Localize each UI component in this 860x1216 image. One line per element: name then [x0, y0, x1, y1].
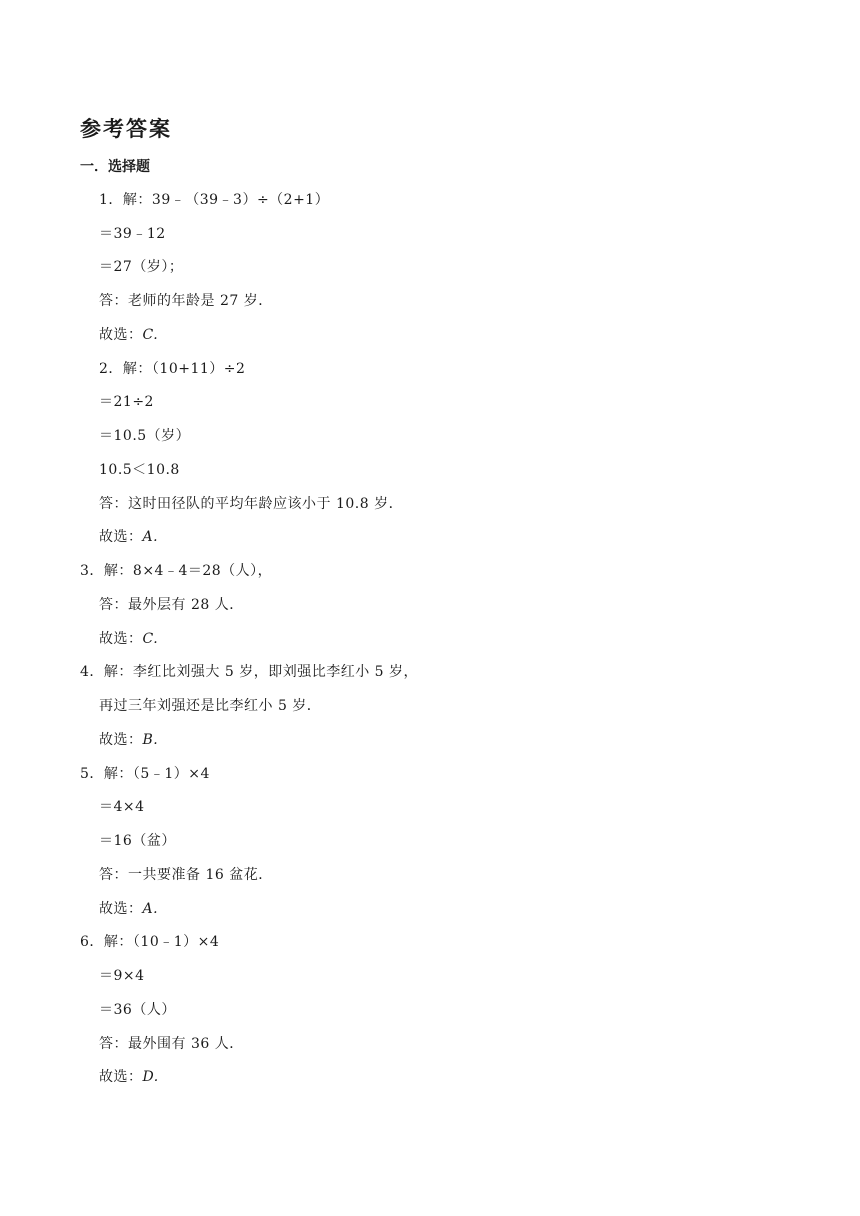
choice-prefix: 故选： [99, 732, 143, 748]
answer-line: 6．解：（10﹣1）×4 [80, 934, 220, 950]
choice-period: . [153, 732, 159, 748]
answer-line: 答：老师的年龄是 27 岁． [99, 293, 273, 309]
choice-prefix: 故选： [99, 901, 143, 917]
answer-line: 4．解：李红比刘强大 5 岁，即刘强比李红小 5 岁， [80, 664, 419, 680]
choice-line [99, 527, 158, 547]
choice-letter: A [142, 901, 154, 917]
answer-line: ＝39﹣12 [99, 226, 166, 242]
choice-line [99, 325, 158, 345]
answer-line: 再过三年刘强还是比李红小 5 岁． [99, 698, 322, 714]
answer-line: 1．解：39﹣（39﹣3）÷（2+1） [99, 192, 330, 208]
choice-prefix: 故选： [99, 631, 143, 647]
choice-letter: C [142, 327, 154, 343]
choice-letter: A [142, 529, 154, 545]
answer-line: ＝9×4 [99, 968, 145, 984]
choice-letter: B [142, 732, 154, 748]
answer-line: 5．解：（5﹣1）×4 [80, 766, 210, 782]
choice-line [99, 730, 158, 750]
answer-line: ＝4×4 [99, 799, 145, 815]
choice-period: . [153, 529, 159, 545]
choice-period: . [153, 901, 159, 917]
answer-line: 3．解：8×4﹣4＝28（人）， [80, 563, 273, 579]
choice-period: . [153, 1069, 159, 1085]
page-title: 参考答案 [80, 117, 172, 141]
choice-prefix: 故选： [99, 1069, 143, 1085]
choice-line [99, 1067, 159, 1087]
answer-line: 2．解：（10+11）÷2 [99, 361, 246, 377]
choice-line [99, 629, 158, 649]
choice-prefix: 故选： [99, 529, 143, 545]
choice-letter: D [142, 1069, 154, 1085]
choice-letter: C [142, 631, 154, 647]
answer-line: 答：最外围有 36 人． [99, 1036, 244, 1052]
choice-prefix: 故选： [99, 327, 143, 343]
answer-line: 答：一共要准备 16 盆花． [99, 867, 273, 883]
answer-line: ＝27（岁）； [99, 259, 184, 275]
choice-period: . [153, 327, 159, 343]
answer-line: 答：这时田径队的平均年龄应该小于 10.8 岁． [99, 496, 404, 512]
answer-line: ＝36（人） [99, 1002, 176, 1018]
answer-line: ＝16（盆） [99, 833, 176, 849]
choice-line [99, 899, 158, 919]
answer-line: 10.5＜10.8 [99, 462, 180, 478]
choice-period: . [153, 631, 159, 647]
answer-line: ＝21÷2 [99, 394, 154, 410]
answer-line: 答：最外层有 28 人． [99, 597, 244, 613]
section-heading: 一．选择题 [80, 159, 150, 175]
answer-line: ＝10.5（岁） [99, 428, 191, 444]
